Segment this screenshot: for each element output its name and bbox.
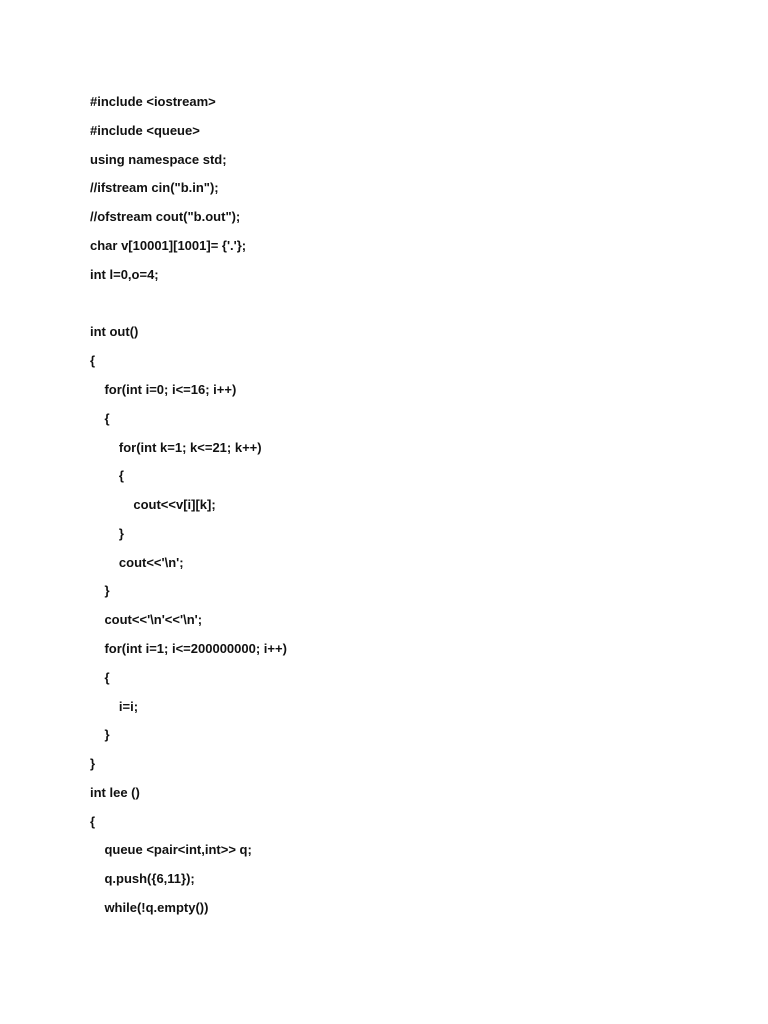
code-line: int lee () <box>90 785 140 800</box>
code-line: cout<<v[i][k]; <box>90 497 216 512</box>
code-line: int l=0,o=4; <box>90 267 159 282</box>
code-line: //ofstream cout("b.out"); <box>90 209 241 224</box>
code-line: #include <queue> <box>90 123 200 138</box>
code-line: { <box>90 814 96 829</box>
code-line: } <box>90 727 110 742</box>
code-line: cout<<'\n'<<'\n'; <box>90 612 203 627</box>
code-line: q.push({6,11}); <box>90 871 195 886</box>
code-line: char v[10001][1001]= {'.'}; <box>90 238 247 253</box>
code-line: //ifstream cin("b.in"); <box>90 180 219 195</box>
code-line: int out() <box>90 324 139 339</box>
code-line: for(int k=1; k<=21; k++) <box>90 440 262 455</box>
code-line: queue <pair<int,int>> q; <box>90 842 252 857</box>
code-line: { <box>90 670 110 685</box>
code-line: { <box>90 468 124 483</box>
code-line: } <box>90 756 96 771</box>
code-line: { <box>90 411 110 426</box>
code-line: cout<<'\n'; <box>90 555 184 570</box>
code-line: #include <iostream> <box>90 94 216 109</box>
code-line: while(!q.empty()) <box>90 900 209 915</box>
code-line: } <box>90 583 110 598</box>
code-line: for(int i=0; i<=16; i++) <box>90 382 237 397</box>
code-line: using namespace std; <box>90 152 227 167</box>
code-line: i=i; <box>90 699 139 714</box>
code-line: { <box>90 353 96 368</box>
code-line: for(int i=1; i<=200000000; i++) <box>90 641 287 656</box>
code-line: } <box>90 526 124 541</box>
